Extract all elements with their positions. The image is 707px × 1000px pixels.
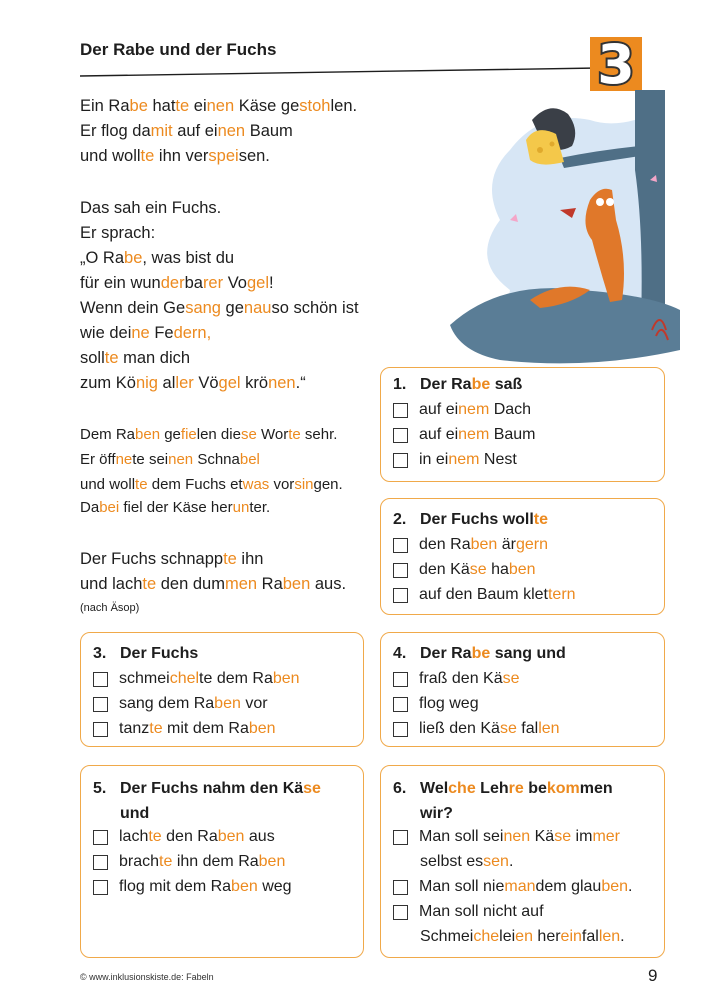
checkbox[interactable] [93, 855, 108, 870]
page-title: Der Rabe und der Fuchs [80, 40, 277, 59]
answer-option[interactable]: schmeichelte dem Raben [93, 670, 300, 688]
checkbox[interactable] [393, 672, 408, 687]
story-line: für ein wunderbarer Vogel! [80, 274, 274, 292]
answer-option[interactable]: sang dem Raben vor [93, 695, 268, 713]
question-prompt: 3. Der Fuchs [93, 645, 199, 662]
answer-option[interactable]: tanzte mit dem Raben [93, 720, 276, 738]
question-box-1 [380, 367, 665, 482]
question-box-5 [80, 765, 364, 958]
answer-option[interactable]: fraß den Käse [393, 670, 520, 688]
checkbox[interactable] [393, 588, 408, 603]
story-line: zum König aller Vögel krönen.“ [80, 374, 306, 392]
story-line: Er öffnete seinen Schnabel [80, 451, 260, 468]
page-number: 9 [648, 966, 658, 985]
checkbox[interactable] [393, 453, 408, 468]
story-line: Dabei fiel der Käse herunter. [80, 499, 271, 516]
checkbox[interactable] [93, 697, 108, 712]
checkbox[interactable] [393, 830, 408, 845]
checkbox[interactable] [93, 830, 108, 845]
answer-option[interactable]: brachte ihn dem Raben [93, 853, 285, 871]
answer-option[interactable]: auf einem Baum [393, 426, 536, 444]
checkbox[interactable] [393, 538, 408, 553]
footer-copyright: © www.inklusionskiste.de: Fabeln [80, 972, 214, 982]
story-line: Er flog damit auf einen Baum [80, 122, 293, 140]
checkbox[interactable] [93, 722, 108, 737]
chapter-badge [588, 31, 644, 93]
checkbox[interactable] [393, 563, 408, 578]
answer-option[interactable]: Man soll niemandem glauben. [393, 878, 632, 896]
story-line: und wollte ihn verspeisen. [80, 147, 270, 165]
question-box-3 [80, 632, 364, 747]
answer-option[interactable]: den Käse haben [393, 561, 536, 579]
checkbox[interactable] [393, 403, 408, 418]
answer-option[interactable]: auf den Baum klettern [393, 586, 576, 604]
story-line: sollte man dich [80, 349, 191, 367]
answer-option[interactable]: Man soll nicht auf [393, 903, 544, 921]
story-line: „O Rabe, was bist du [80, 249, 235, 267]
answer-option-cont: Schmeicheleien hereinfallen. [420, 928, 625, 945]
checkbox[interactable] [393, 905, 408, 920]
story-line: und wollte dem Fuchs etwas vorsingen. [80, 476, 343, 493]
story-line: Wenn dein Gesang genauso schön ist [80, 299, 359, 317]
checkbox[interactable] [393, 697, 408, 712]
question-box-2 [380, 498, 665, 615]
question-prompt-cont: und [120, 805, 150, 822]
story-line: wie deine Federn, [80, 324, 212, 342]
answer-option[interactable]: flog mit dem Raben weg [93, 878, 292, 896]
question-prompt: 2. Der Fuchs wollte [393, 511, 549, 528]
story-line: Ein Rabe hatte einen Käse gestohlen. [80, 97, 358, 115]
question-prompt: 6. Welche Lehre bekommen [393, 780, 613, 797]
story-line: Er sprach: [80, 224, 156, 242]
question-box-6 [380, 765, 665, 958]
raven-fox-illustration [440, 90, 680, 380]
question-prompt: 5. Der Fuchs nahm den Käse [93, 780, 321, 797]
question-prompt: 4. Der Rabe sang und [393, 645, 566, 662]
question-prompt-cont: wir? [420, 805, 453, 822]
answer-option[interactable]: lachte den Raben aus [93, 828, 275, 846]
checkbox[interactable] [393, 880, 408, 895]
answer-option[interactable]: auf einem Dach [393, 401, 531, 419]
answer-option[interactable]: in einem Nest [393, 451, 517, 469]
checkbox[interactable] [393, 428, 408, 443]
chapter-number: 3 [597, 33, 635, 93]
checkbox[interactable] [393, 722, 408, 737]
checkbox[interactable] [93, 880, 108, 895]
question-box-4 [380, 632, 665, 747]
story-line: Der Fuchs schnappte ihn [80, 550, 264, 568]
story-line: Das sah ein Fuchs. [80, 199, 222, 217]
story-line: und lachte den dummen Raben aus. [80, 575, 347, 593]
source-note: (nach Äsop) [80, 602, 140, 614]
answer-option[interactable]: flog weg [393, 695, 479, 713]
answer-option[interactable]: den Raben ärgern [393, 536, 548, 554]
answer-option[interactable]: ließ den Käse fallen [393, 720, 560, 738]
question-prompt: 1. Der Rabe saß [393, 376, 523, 393]
answer-option[interactable]: Man soll seinen Käse immer [393, 828, 620, 846]
answer-option-cont: selbst essen. [420, 853, 514, 870]
checkbox[interactable] [93, 672, 108, 687]
story-line: Dem Raben gefielen diese Worte sehr. [80, 426, 338, 443]
